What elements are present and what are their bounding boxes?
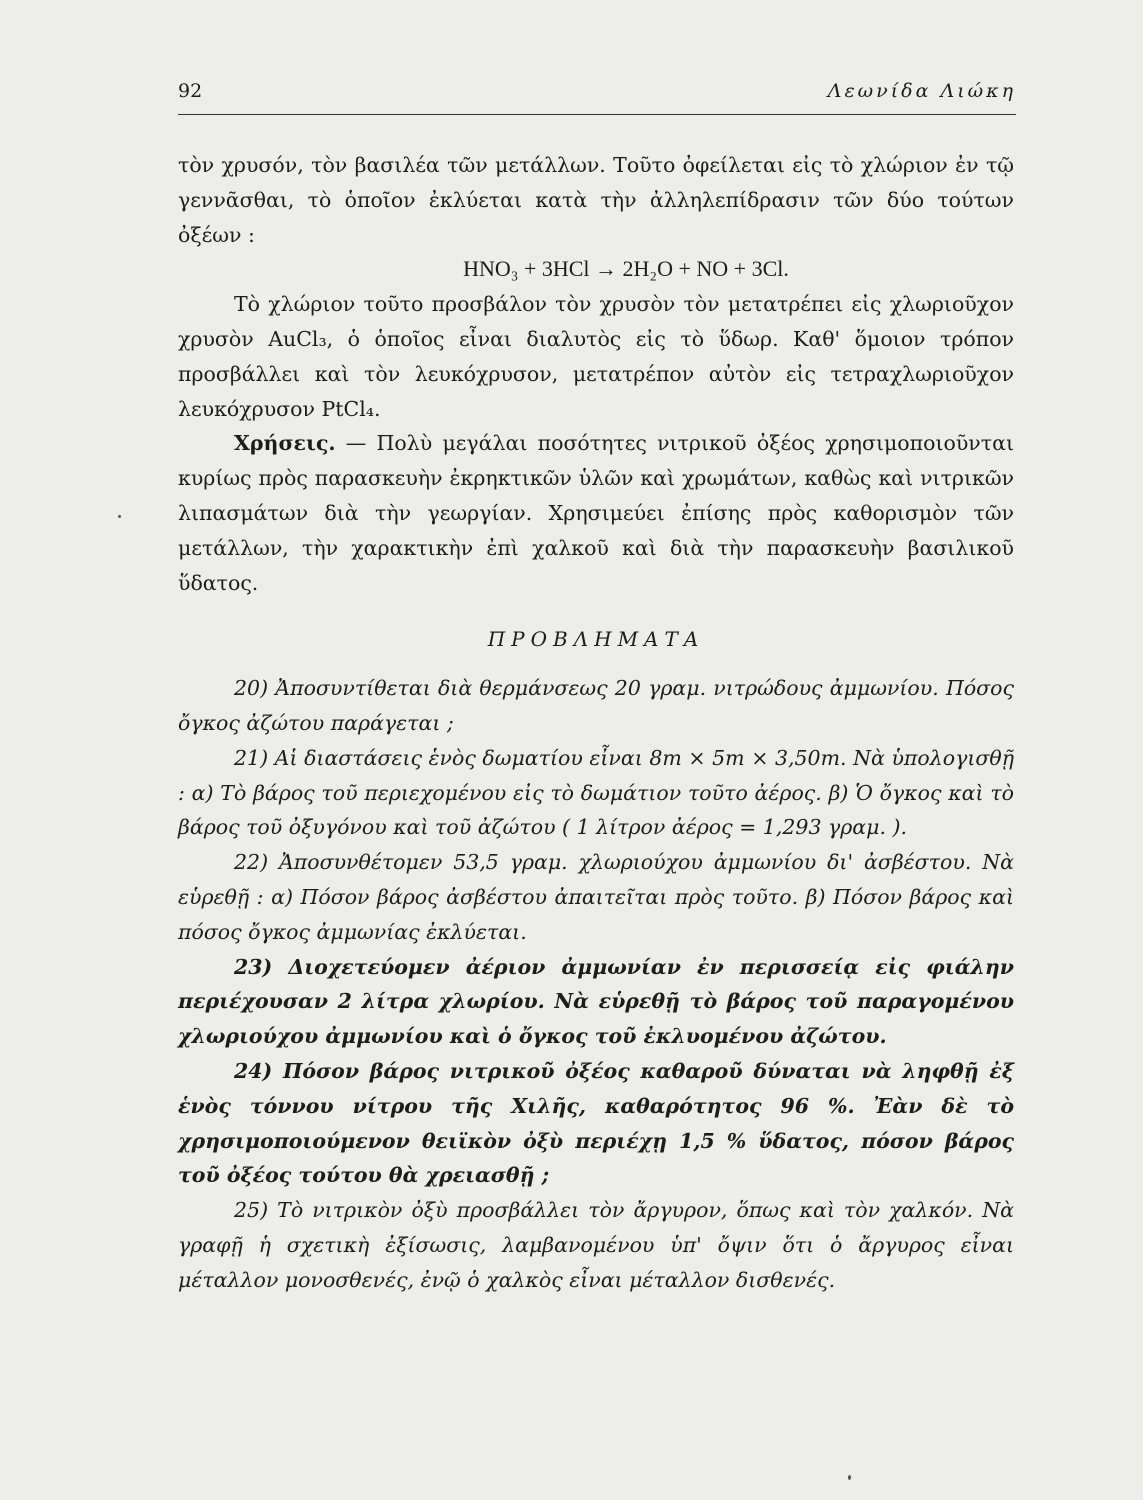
problems-heading: ΠΡΟΒΛΗΜΑΤΑ [487, 627, 705, 652]
paper-speck [848, 1475, 851, 1480]
chlorine-paragraph: Τὸ χλώριον τοῦτο προσβάλον τὸν χρυσὸν τὸν μετατρέπει εἰς χλωριοῦχον χρυσὸν AuCl₃, ὁ ὁποῖος εἶναι διαλυτὸς εἰς τὸ ὕδωρ. Καθ' ὅμοιον τρόπον προσβάλλει καὶ τὸν λευκόχρυσον, μετατρέπον αὐτὸν εἰς τετραχλωριοῦχον λευκόχρυσον PtCl₄. [178, 292, 1014, 421]
uses-term: Χρήσεις. [234, 431, 336, 456]
intro-paragraph: τὸν χρυσόν, τὸν βασιλέα τῶν μετάλλων. Τοῦτο ὀφείλεται εἰς τὸ χλώριον ἐν τῷ γεννᾶσθαι, τὸ ὁποῖον ἐκλύεται κατὰ τὴν ἀλληλεπίδρασιν τῶν δύο τούτων ὀξέων : [178, 153, 1014, 247]
uses-paragraph [178, 426, 1014, 600]
page-number: 92 [178, 80, 203, 102]
page-header [178, 78, 1016, 115]
page-body [178, 148, 1014, 1298]
running-head: Λεωνίδα Λιώκη [827, 80, 1016, 102]
problem-25: 25) Τὸ νιτρικὸν ὀξὺ προσβάλλει τὸν ἄργυρον, ὅπως καὶ τὸν χαλκόν. Νὰ γραφῇ ἡ σχετικὴ ἐξίσωσις, λαμβανομένου ὑπ' ὄψιν ὅτι ὁ ἄργυρος εἶναι μέταλλον μονοσθενές, ἐνῷ ὁ χαλκὸς εἶναι μέταλλον δισθενές. [178, 1198, 1014, 1292]
problem-23: 23) Διοχετεύομεν ἀέριον ἀμμωνίαν ἐν περισσείᾳ εἰς φιάλην περιέχουσαν 2 λίτρα χλωρίου. Νὰ εὑρεθῇ τὸ βάρος τοῦ παραγομένου χλωριούχου ἀμμωνίου καὶ ὁ ὄγκος τοῦ ἐκλυομένου ἀζώτου. [178, 954, 1014, 1049]
problem-21: 21) Αἱ διαστάσεις ἑνὸς δωματίου εἶναι 8m × 5m × 3,50m. Νὰ ὑπολογισθῇ : α) Τὸ βάρος τοῦ περιεχομένου εἰς τὸ δωμάτιον τοῦτο ἀέρος. β) Ὁ ὄγκος καὶ τὸ βάρος τοῦ ὀξυγόνου καὶ τοῦ ἀζώτου ( 1 λίτρον ἀέρος = 1,293 γραμ. ). [178, 745, 1014, 840]
problem-24: 24) Πόσον βάρος νιτρικοῦ ὀξέος καθαροῦ δύναται νὰ ληφθῇ ἐξ ἑνὸς τόννου νίτρου τῆς Χιλῆς, καθαρότητος 96 %. Ἐὰν δὲ τὸ χρησιμοποιούμενον θειϊκὸν ὀξὺ περιέχῃ 1,5 % ὕδατος, πόσον βάρος τοῦ ὀξέος τούτου θὰ χρειασθῇ ; [178, 1058, 1014, 1188]
problem-20: 20) Ἀποσυντίθεται διὰ θερμάνσεως 20 γραμ. νιτρώδους ἀμμωνίου. Πόσος ὄγκος ἀζώτου παράγεται ; [178, 676, 1014, 735]
chemical-equation: HNO₃ + 3HCl → 2H₂O + NO + 3Cl. [463, 256, 789, 282]
uses-text: — Πολὺ μεγάλαι ποσότητες νιτρικοῦ ὀξέος χρησιμοποιοῦνται κυρίως πρὸς παρασκευὴν ἐκρηκτικῶν ὑλῶν καὶ χρωμάτων, καθὼς καὶ νιτρικῶν λιπασμάτων διὰ τὴν γεωργίαν. Χρησιμεύει ἐπίσης πρὸς καθορισμὸν τῶν μετάλλων, τὴν χαρακτικὴν ἐπὶ χαλκοῦ καὶ διὰ τὴν παρασκευὴν βασιλικοῦ ὕδατος. [178, 431, 1014, 595]
paper-speck [118, 515, 121, 518]
problem-22: 22) Ἀποσυνθέτομεν 53,5 γραμ. χλωριούχου ἀμμωνίου δι' ἀσβέστου. Νὰ εὑρεθῇ : α) Πόσον βάρος ἀσβέστου ἀπαιτεῖται πρὸς τοῦτο. β) Πόσον βάρος καὶ πόσος ὄγκος ἀμμωνίας ἐκλύεται. [178, 850, 1014, 944]
